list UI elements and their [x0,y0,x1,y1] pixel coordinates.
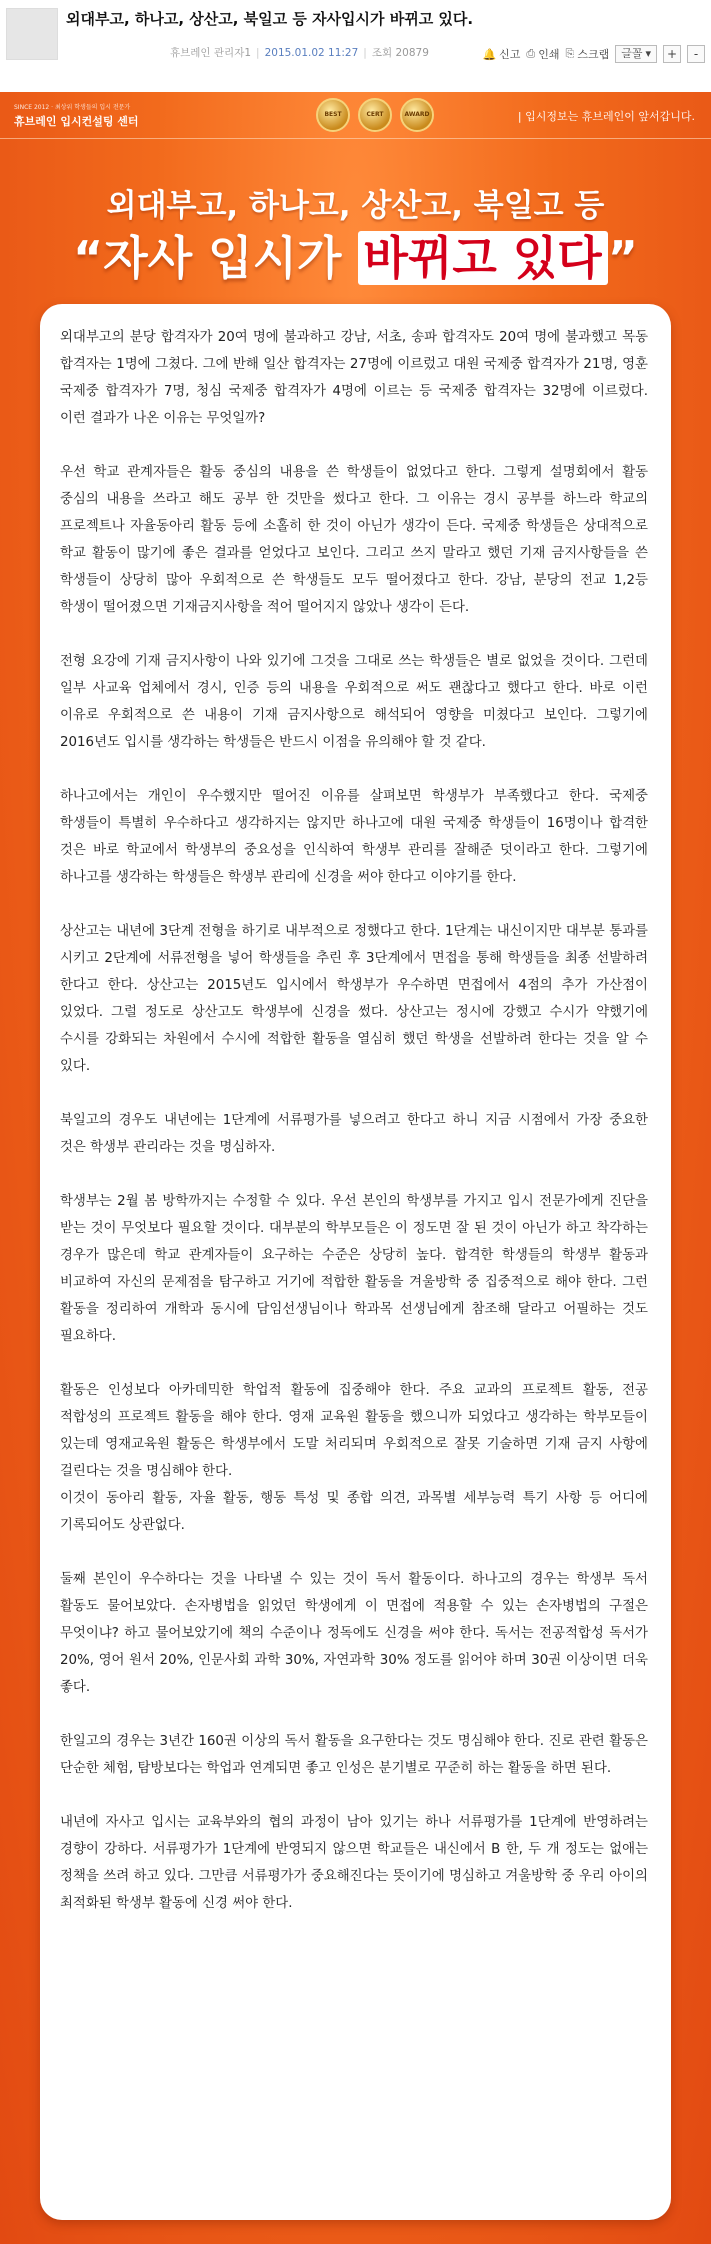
article-paragraph: 하나고에서는 개인이 우수했지만 떨어진 이유를 살펴보면 학생부가 부족했다고 한다. 국제중 학생들이 특별히 우수하다고 생각하지는 않지만 하나고에 대원 국제중 학생들이 16명이나 합격한 것은 바로 학교에서 학생부의 중요성을 인식하여 학생부 관리를 잘해준 덧이라고 한다. 그렇기에 하나고를 생각하는 학생들은 학생부 관리에 신경을 써야 한다고 이야기를 한다. [60,789,648,885]
headline-main [0,222,711,288]
font-decrease-button[interactable]: - [687,45,705,63]
font-select[interactable] [615,45,657,63]
article-paragraph: 외대부고의 분당 합격자가 20여 명에 불과하고 강남, 서초, 송파 합격자도 20여 명에 불과했고 목동 합격자는 1명에 그쳤다. 그에 반해 일산 합격자는 27명에 이르렀고 대원 국제중 합격자가 21명, 영훈 국제중 합격자가 7명, 청심 국제중 합격자가 4명에 이르는 등 국제중 합격자는 32명에 이르렀다. 이런 결과가 나온 이유는 무엇일까? [60,330,648,426]
view-count: 조회 20879 [371,47,429,59]
scrap-button[interactable] [566,46,610,62]
headline-main-highlight: 바뀌고 있다 [358,231,608,285]
report-button[interactable] [482,46,520,62]
poster-slogan: | 입시정보는 휴브레인이 앞서갑니다. [517,110,695,123]
article-paragraph: 학생부는 2월 봄 방학까지는 수정할 수 있다. 우선 본인의 학생부를 가지고 입시 전문가에게 진단을 받는 것이 무엇보다 필요할 것이다. 대부분의 학부모들은 이 정도면 잘 된 것이 아닌가 하고 착각하는 경우가 많은데 학교 관계자들이 요구하는 수준은 상당히 높다. 합격한 학생들의 학생부 활동과 비교하여 자신의 문제점을 탐구하고 거기에 적합한 활동을 겨울방학 중 집중적으로 해야 한다. 그런 활동을 정리하여 개학과 동시에 담임선생님이나 학과목 선생님에게 참조해 달라고 어필하는 것도 필요하다. [60,1194,648,1344]
post-header [0,0,711,64]
article-paragraph: 우선 학교 관계자들은 활동 중심의 내용을 쓴 학생들이 없었다고 한다. 그렇게 설명회에서 활동 중심의 내용을 쓰라고 해도 공부 한 것만을 썼다고 한다. 그 이유는 경시 공부를 하느라 학교의 프로젝트나 자율동아리 활동 등에 소홀히 한 것이 아닌가 생각이 든다. 국제중 학생들은 상대적으로 학교 활동이 많기에 좋은 결과를 얻었다고 보인다. 그리고 쓰지 말라고 했던 기재 금지사항들을 쓴 학생들이 상당히 많아 우회적으로 쓴 학생들도 모두 떨어졌다고 한다. 강남, 분당의 전교 1,2등 학생이 떨어졌으면 기재금지사항을 적어 떨어지지 않았나 생각이 든다. [60,465,648,615]
print-button[interactable] [526,46,559,62]
logo-subtext: SINCE 2012 · 최상위 학생들의 입시 전문가 [14,104,131,111]
post-toolbar [482,45,705,63]
post-title: 외대부고, 하나고, 상산고, 북일고 등 자사입시가 바뀌고 있다. [66,10,474,28]
print-icon: ⎙ [526,47,536,60]
article-paragraph: 전형 요강에 기재 금지사항이 나와 있기에 그것을 그대로 쓰는 학생들은 별로 없었을 것이다. 그런데 일부 사교육 업체에서 경시, 인증 등의 내용을 우회적으로 써도 괜찮다고 했다고 한다. 바로 이런 이유로 우회적으로 쓴 내용이 기재 금지사항으로 해석되어 영향을 미쳤다고 보인다. 그렇기에 2016년도 입시를 생각하는 학생들은 반드시 이점을 유의해야 할 것 같다. [60,654,648,750]
award-medal-icon: CERT [358,98,392,132]
article-paragraph: 상산고는 내년에 3단계 전형을 하기로 내부적으로 정했다고 한다. 1단계는 내신이지만 대부분 통과를 시키고 2단계에 서류전형을 넣어 학생들을 추린 후 3단계에서 면접을 통해 학생들을 최종 선발하려 한다고 한다. 상산고는 2015년도 입시에서 학생부가 우수하면 면접에서 4점의 추가 가산점이 있었다. 그럴 정도로 상산고도 학생부에 신경을 썼다. 상산고는 정시에 강했고 수시가 약했기에 수시를 강화되는 차원에서 수시에 적합한 활동을 열심히 했던 학생을 선발하려 한다는 것을 알 수 있다. [60,924,648,1074]
article-paragraph: 내년에 자사고 입시는 교육부와의 협의 과정이 남아 있기는 하나 서류평가를 1단계에 반영하려는 경향이 강하다. 서류평가가 1단계에 반영되지 않으면 학교들은 내신에서 B 한, 두 개 정도는 없애는 정책을 쓰려 하고 있다. 그만큼 서류평가가 중요해진다는 뜻이기에 명심하고 겨울방학 중 우리 아이의 최적화된 학생부 활동에 신경 써야 한다. [60,1815,648,1911]
siren-icon: 🔔 [482,47,497,61]
meta-divider: | [256,47,260,59]
article-paragraph: 한일고의 경우는 3년간 160권 이상의 독서 활동을 요구한다는 것도 명심해야 한다. 진로 관련 활동은 단순한 체험, 탐방보다는 학업과 연계되면 좋고 인성은 분기별로 꾸준히 하는 활동을 하면 된다. [60,1734,648,1776]
post-meta [170,45,429,60]
brand-logo [14,102,139,129]
post-date: 2015.01.02 11:27 [264,47,359,59]
font-label: 글꼴 [621,47,643,60]
award-emblems [316,98,434,132]
print-label: 인쇄 [538,48,560,61]
avatar[interactable] [6,8,58,60]
article-paragraph: 활동은 인성보다 아카데믹한 학업적 활동에 집중해야 한다. 주요 교과의 프로젝트 활동, 전공 적합성의 프로젝트 활동을 해야 한다. 영재 교육원 활동을 했으니까 되었다고 생각하는 학부모들이 있는데 영재교육원 활동은 학생부에서 도말 처리되며 우회적으로 잘못 기술하면 기재 금지 사항에 걸린다는 것을 명심해야 한다. [60,1383,648,1479]
article-paragraph: 이것이 동아리 활동, 자율 활동, 행동 특성 및 종합 의견, 과목별 세부능력 특기 사항 등 어디에 기록되어도 상관없다. [60,1491,648,1533]
report-label: 신고 [499,48,521,61]
award-medal-icon: BEST [316,98,350,132]
headline-main-close: ” [607,231,638,285]
article-poster [0,92,711,2244]
award-medal-icon: AWARD [400,98,434,132]
chevron-down-icon: ▾ [645,47,651,60]
author-name[interactable]: 휴브레인 관리자1 [170,47,252,59]
headline-main-open: “자사 입시가 [73,231,358,285]
font-increase-button[interactable]: + [663,45,681,63]
scrap-label: 스크랩 [577,48,610,61]
meta-divider: | [363,47,367,59]
scrap-icon: ⎘ [565,47,575,60]
headline-subtitle: 외대부고, 하나고, 상산고, 북일고 등 [106,188,605,224]
poster-topbar [0,92,711,139]
logo-text: 휴브레인 입시컨설팅 센터 [14,115,139,128]
article-paragraph: 북일고의 경우도 내년에는 1단계에 서류평가를 넣으려고 한다고 하니 지금 시점에서 가장 중요한 것은 학생부 관리라는 것을 명심하자. [60,1113,648,1155]
article-card [40,304,671,2220]
article-paragraph: 둘째 본인이 우수하다는 것을 나타낼 수 있는 것이 독서 활동이다. 하나고의 경우는 학생부 독서 활동도 물어보았다. 손자병법을 읽었던 학생에게 이 면접에 적용할 수 있는 손자병법의 구절은 무엇이냐? 하고 물어보았기에 책의 수준이나 정독에도 신경을 써야 한다. 독서는 전공적합성 독서가 20%, 영어 원서 20%, 인문사회 과학 30%, 자연과학 30% 정도를 읽어야 하며 30권 이상이면 더욱 좋다. [60,1572,648,1695]
article-body [60,324,648,1944]
